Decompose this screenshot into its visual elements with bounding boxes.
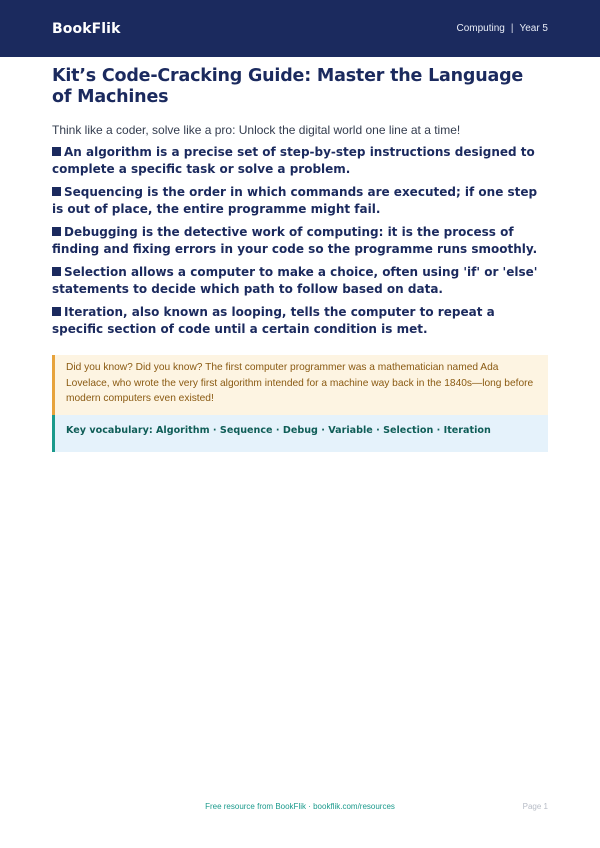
page-subtitle: Think like a coder, solve like a pro: Unlock the digital world one line at a time! xyxy=(52,123,461,137)
page-footer xyxy=(52,802,548,814)
vocabulary-box xyxy=(52,415,548,452)
square-bullet-icon xyxy=(52,267,61,276)
fact-callout xyxy=(52,355,548,415)
key-point xyxy=(52,224,548,258)
square-bullet-icon xyxy=(52,187,61,196)
key-point-text: An algorithm is a precise set of step-by-step instructions designed to complete a specific task or solve a problem. xyxy=(52,145,535,176)
key-point xyxy=(52,144,548,178)
brand-logo: BookFlik xyxy=(52,20,121,37)
page-header xyxy=(0,0,600,57)
subject-label: Computing xyxy=(456,23,505,34)
header-meta xyxy=(456,23,548,34)
meta-separator: | xyxy=(510,23,514,34)
square-bullet-icon xyxy=(52,147,61,156)
page-number: Page 1 xyxy=(522,802,548,811)
key-points-list xyxy=(52,144,548,338)
key-point-text: Selection allows a computer to make a choice, often using 'if' or 'else' statements to decide which path to follow based on data. xyxy=(52,265,538,296)
key-point xyxy=(52,184,548,218)
key-point-text: Debugging is the detective work of computing: it is the process of finding and fixing errors in your code so the programme runs smoothly. xyxy=(52,225,538,256)
vocabulary-text: Key vocabulary: Algorithm · Sequence · Debug · Variable · Selection · Iteration xyxy=(66,425,491,436)
key-point xyxy=(52,264,548,298)
footer-resource-link[interactable]: Free resource from BookFlik · bookflik.com/resources xyxy=(205,802,395,811)
key-point xyxy=(52,304,548,338)
page-title: Kit’s Code-Cracking Guide: Master the Language of Machines xyxy=(52,66,524,107)
main-content xyxy=(52,66,548,452)
key-point-text: Iteration, also known as looping, tells the computer to repeat a specific section of code until a certain condition is met. xyxy=(52,305,495,336)
fact-callout-text: Did you know? Did you know? The first computer programmer was a mathematician named Ada Lovelace, who wrote the very first algorithm intended for a machine way back in the 1840s—long before modern computers even existed! xyxy=(66,362,534,404)
square-bullet-icon xyxy=(52,227,61,236)
square-bullet-icon xyxy=(52,307,61,316)
year-label: Year 5 xyxy=(519,23,548,34)
key-point-text: Sequencing is the order in which commands are executed; if one step is out of place, the entire programme might fail. xyxy=(52,185,538,216)
